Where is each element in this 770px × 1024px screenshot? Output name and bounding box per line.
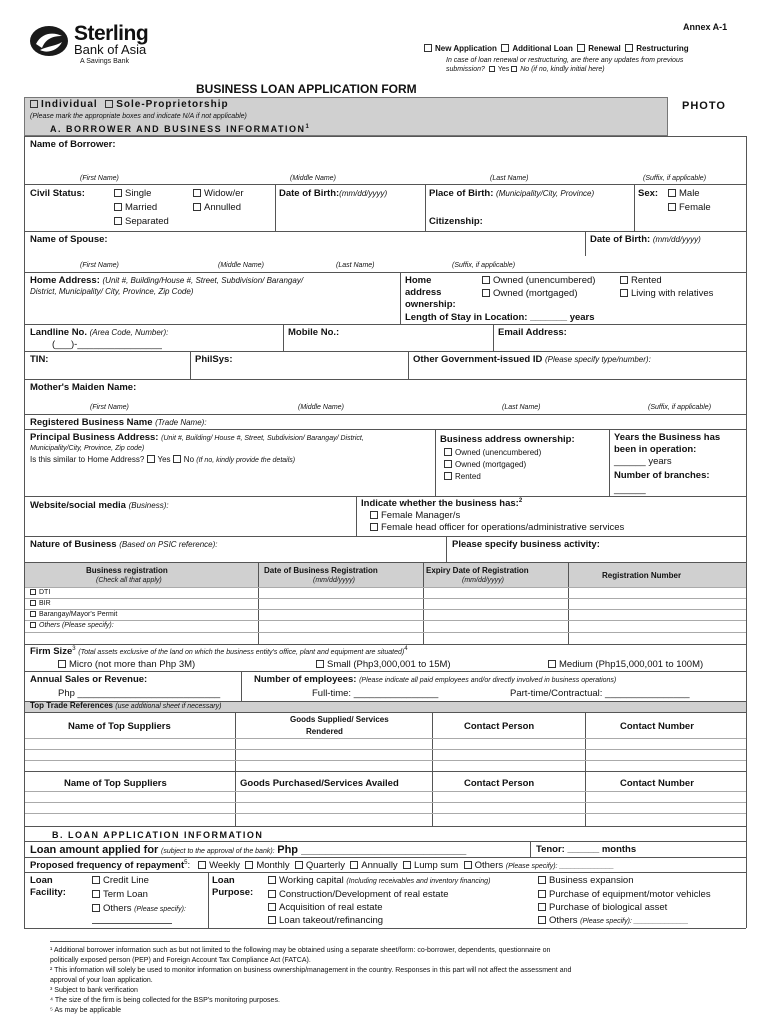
freq-others-checkbox[interactable]: Others — [464, 860, 504, 871]
footnote-2a: ² This information will solely be used to monitor information on business ownership/management in the country. Responses in this part will not affect the assessment and — [50, 967, 572, 974]
first-name-caption: (First Name) — [80, 175, 119, 182]
pba-similar-row: Is this similar to Home Address? Yes No (If no, kindly provide the details) — [30, 455, 296, 464]
section-b-title: B. LOAN APPLICATION INFORMATION — [52, 830, 264, 840]
firm-small-checkbox[interactable]: Small (Php3,000,001 to 15M) — [316, 659, 451, 670]
bank-subname: Bank of Asia — [74, 42, 147, 57]
reg-barangay-checkbox[interactable]: Barangay/Mayor's Permit — [30, 611, 117, 618]
male-checkbox[interactable]: Male — [668, 188, 700, 199]
purpose-biological-checkbox[interactable]: Purchase of biological asset — [538, 902, 667, 913]
loan-purpose-label-1: Loan — [212, 875, 235, 886]
other-id-label: Other Government-issued ID (Please specify type/number): — [413, 354, 651, 365]
branches-label: Number of branches: — [614, 470, 710, 481]
mobile-label: Mobile No.: — [288, 327, 340, 338]
landline-field[interactable]: (___)-________________ — [52, 339, 162, 350]
footnote-2b: approval of your loan application. — [50, 977, 153, 984]
spouse-first-caption: (First Name) — [80, 262, 119, 269]
biz-owned-unencumbered-checkbox[interactable]: Owned (unencumbered) — [444, 448, 541, 457]
annulled-checkbox[interactable]: Annulled — [193, 202, 241, 213]
borrower-name-label: Name of Borrower: — [30, 139, 116, 150]
section-a-title: A. BORROWER AND BUSINESS INFORMATION$^1$ — [50, 124, 311, 134]
spouse-dob-label: Date of Birth: (mm/dd/yyyy) — [590, 234, 701, 245]
loan-purpose-label-2: Purpose: — [212, 887, 254, 898]
suppliers-col-name: Name of Top Suppliers — [68, 721, 171, 732]
living-with-relatives-checkbox[interactable]: Living with relatives — [620, 288, 713, 299]
biz-owned-mortgaged-checkbox[interactable]: Owned (mortgaged) — [444, 460, 526, 469]
home-address-label: Home Address: (Unit #, Building/House #, Street, Subdivision/ Barangay/ — [30, 275, 304, 286]
footnote-divider — [50, 941, 230, 942]
reg-col-expiry: Expiry Date of Registration — [426, 566, 529, 575]
update-note-line1: In case of loan renewal or restructuring, are there any updates from previous — [446, 57, 684, 64]
sex-label: Sex: — [638, 188, 659, 199]
update-no-checkbox[interactable]: No (if no, kindly initial here) — [511, 66, 604, 73]
married-checkbox[interactable]: Married — [114, 202, 157, 213]
home-ownership-label-2: address — [405, 287, 442, 298]
restructuring-checkbox[interactable]: Restructuring — [625, 44, 688, 53]
freq-lumpsum-checkbox[interactable]: Lump sum — [403, 860, 458, 871]
update-yes-checkbox[interactable]: Yes — [489, 66, 509, 73]
female-checkbox[interactable]: Female — [668, 202, 711, 213]
borrower-name-field[interactable] — [24, 150, 746, 170]
additional-loan-checkbox[interactable]: Additional Loan — [501, 44, 572, 53]
footnote-1b: politically exposed person (PEP) and Foreign Account Tax Compliance Act (FATCA). — [50, 957, 311, 964]
footnote-4: ⁴ The size of the firm is being collected for the BSP's monitoring purposes. — [50, 997, 280, 1004]
employees-label: Number of employees: (Please indicate all paid employees and/or directly involved in business operations) — [254, 674, 617, 685]
branches-field[interactable]: ______ — [614, 484, 646, 495]
freq-monthly-checkbox[interactable]: Monthly — [245, 860, 289, 871]
fulltime-field[interactable]: Full-time: ________________ — [312, 688, 439, 699]
reg-bir-checkbox[interactable]: BIR — [30, 600, 51, 607]
form-title: BUSINESS LOAN APPLICATION FORM — [196, 82, 417, 96]
suppliers-col-contact-person: Contact Person — [464, 721, 535, 732]
nature-of-business-label: Nature of Business (Based on PSIC reference): — [30, 539, 218, 550]
single-checkbox[interactable]: Single — [114, 188, 151, 199]
parttime-field[interactable]: Part-time/Contractual: ________________ — [510, 688, 690, 699]
spouse-last-caption: (Last Name) — [336, 262, 375, 269]
registered-business-name-label: Registered Business Name (Trade Name): — [30, 417, 207, 428]
form-instruction: (Please mark the appropriate boxes and indicate N/A if not applicable) — [30, 113, 247, 120]
freq-weekly-checkbox[interactable]: Weekly — [198, 860, 240, 871]
pba-yes-checkbox[interactable]: Yes — [147, 455, 171, 464]
top-trade-label: Top Trade References (use additional sheet if necessary) — [30, 701, 222, 710]
customers-col-goods: Goods Purchased/Services Availed — [240, 778, 399, 789]
facility-term-loan-checkbox[interactable]: Term Loan — [92, 889, 148, 900]
renewal-checkbox[interactable]: Renewal — [577, 44, 620, 53]
middle-name-caption: (Middle Name) — [290, 175, 336, 182]
maiden-suffix-caption: (Suffix, if applicable) — [648, 404, 712, 411]
last-name-caption: (Last Name) — [490, 175, 529, 182]
firm-medium-checkbox[interactable]: Medium (Php15,000,001 to 100M) — [548, 659, 703, 670]
email-label: Email Address: — [498, 327, 567, 338]
tin-label: TIN: — [30, 354, 49, 365]
philsys-label: PhilSys: — [195, 354, 233, 365]
purpose-takeout-checkbox[interactable]: Loan takeout/refinancing — [268, 915, 383, 926]
home-address-format: District, Municipality/ City, Province, Zip Code) — [30, 287, 194, 296]
years-operation-label-2: been in operation: — [614, 444, 697, 455]
home-ownership-label-1: Home — [405, 275, 432, 286]
reg-dti-checkbox[interactable]: DTI — [30, 589, 50, 596]
reg-others-checkbox[interactable]: Others (Please specify): — [30, 622, 114, 629]
length-of-stay[interactable]: Length of Stay in Location: _______ years — [405, 312, 595, 323]
maiden-name-label: Mother's Maiden Name: — [30, 382, 137, 393]
maiden-middle-caption: (Middle Name) — [298, 404, 344, 411]
suffix-caption: (Suffix, if applicable) — [643, 175, 707, 182]
spouse-suffix-caption: (Suffix, if applicable) — [452, 262, 516, 269]
loan-amount-label: Loan amount applied for (subject to the approval of the bank): Php ___________________________ — [30, 844, 467, 856]
facility-others-checkbox[interactable]: Others (Please specify): — [92, 903, 186, 914]
borrower-type-row — [30, 99, 229, 110]
owned-mortgaged-checkbox[interactable]: Owned (mortgaged) — [482, 288, 577, 299]
landline-label: Landline No. (Area Code, Number): — [30, 327, 169, 338]
biz-rented-checkbox[interactable]: Rented — [444, 472, 481, 481]
purpose-construction-checkbox[interactable]: Construction/Development of real estate — [268, 889, 449, 900]
reg-col-business-registration: Business registration — [86, 566, 168, 575]
spouse-name-label: Name of Spouse: — [30, 234, 108, 245]
loan-facility-label-2: Facility: — [30, 887, 66, 898]
home-ownership-label-3: ownership: — [405, 299, 456, 310]
female-manager-checkbox[interactable]: Female Manager/s — [370, 510, 460, 521]
bank-tagline: A Savings Bank — [80, 58, 130, 65]
annual-sales-label: Annual Sales or Revenue: — [30, 674, 148, 685]
firm-micro-checkbox[interactable]: Micro (not more than Php 3M) — [58, 659, 195, 670]
indicate-business-label: Indicate whether the business has:$^2$ — [361, 498, 523, 510]
widow-checkbox[interactable]: Widow/er — [193, 188, 244, 199]
application-type-row — [424, 44, 689, 53]
annual-sales-field[interactable]: Php ___________________________ — [58, 688, 221, 699]
purpose-equipment-checkbox[interactable]: Purchase of equipment/motor vehicles — [538, 889, 711, 900]
customers-col-name: Name of Top Suppliers — [64, 778, 167, 789]
years-operation-label-1: Years the Business has — [614, 432, 721, 443]
footnote-5: ⁵ As may be applicable — [50, 1007, 121, 1014]
suppliers-col-contact-number: Contact Number — [620, 721, 694, 732]
reg-col-date: Date of Business Registration — [264, 566, 378, 575]
facility-others-line[interactable] — [92, 923, 172, 924]
sterling-logo-icon — [28, 24, 70, 58]
purpose-acquisition-checkbox[interactable]: Acquisition of real estate — [268, 902, 383, 913]
footnote-1a: ¹ Additional borrower information such as but not limited to the following may be obtained using a separate sheet/form: co-borrower, dependents, questionnaire on — [50, 947, 551, 954]
separated-checkbox[interactable]: Separated — [114, 216, 169, 227]
pba-no-checkbox[interactable]: No — [173, 455, 194, 464]
business-activity-label: Please specify business activity: — [452, 539, 600, 550]
principal-business-address-label: Principal Business Address: (Unit #, Building/ House #, Street, Subdivision/ Barangay/ District, — [30, 432, 364, 443]
photo-box[interactable] — [670, 96, 746, 126]
tenor-field[interactable]: Tenor: ______ months — [536, 844, 637, 855]
repayment-frequency-row: Proposed frequency of repayment$^5$: Weekly Monthly Quarterly Annually Lump sum Others (Please specify): ______________ — [30, 860, 614, 872]
years-operation-field[interactable]: ______ years — [614, 456, 672, 467]
business-address-ownership-label: Business address ownership: — [440, 434, 575, 445]
suppliers-col-goods: Goods Supplied/ Services — [290, 715, 389, 724]
female-head-officer-checkbox[interactable]: Female head officer for operations/administrative services — [370, 522, 624, 533]
reg-col-check-all: (Check all that apply) — [96, 577, 162, 584]
reg-col-date-format: (mm/dd/yyyy) — [313, 577, 355, 584]
firm-size-label: Firm Size$^3$ (Total assets exclusive of the land on which the business entity's office, plant and equipment are situated)$^4$ — [30, 646, 408, 658]
individual-checkbox[interactable]: Individual — [30, 99, 98, 110]
update-note-line2: submission? Yes No (if no, kindly initial here) — [446, 66, 605, 73]
maiden-last-caption: (Last Name) — [502, 404, 541, 411]
purpose-working-capital-checkbox[interactable]: Working capital (Including receivables and inventory financing) — [268, 875, 490, 886]
footnotes — [50, 946, 740, 1016]
purpose-others-checkbox[interactable]: Others (Please specify): ______________ — [538, 915, 688, 926]
customers-col-contact-number: Contact Number — [620, 778, 694, 789]
spouse-middle-caption: (Middle Name) — [218, 262, 264, 269]
new-application-checkbox[interactable]: New Application — [424, 44, 497, 53]
suppliers-col-goods-2: Rendered — [306, 727, 343, 736]
sole-proprietorship-checkbox[interactable]: Sole-Proprietorship — [105, 99, 228, 110]
photo-label: PHOTO — [682, 100, 726, 112]
annex-label: Annex A-1 — [683, 22, 728, 32]
rented-checkbox[interactable]: Rented — [620, 275, 662, 286]
reg-col-number: Registration Number — [602, 571, 682, 580]
pba-format: Municipality/City, Province, Zip code) — [30, 445, 145, 452]
maiden-first-caption: (First Name) — [90, 404, 129, 411]
citizenship-label: Citizenship: — [429, 216, 483, 227]
civil-status-label: Civil Status: — [30, 188, 85, 199]
loan-facility-label-1: Loan — [30, 875, 53, 886]
freq-annually-checkbox[interactable]: Annually — [350, 860, 397, 871]
website-label: Website/social media (Business): — [30, 500, 169, 511]
bank-name: Sterling — [74, 22, 149, 45]
dob-label: Date of Birth:(mm/dd/yyyy) — [279, 188, 388, 199]
owned-unencumbered-checkbox[interactable]: Owned (unencumbered) — [482, 275, 595, 286]
reg-col-expiry-format: (mm/dd/yyyy) — [462, 577, 504, 584]
freq-quarterly-checkbox[interactable]: Quarterly — [295, 860, 345, 871]
pob-label: Place of Birth: (Municipality/City, Province) — [429, 188, 595, 199]
facility-credit-line-checkbox[interactable]: Credit Line — [92, 875, 149, 886]
customers-col-contact-person: Contact Person — [464, 778, 535, 789]
purpose-expansion-checkbox[interactable]: Business expansion — [538, 875, 634, 886]
footnote-3: ³ Subject to bank verification — [50, 987, 138, 994]
